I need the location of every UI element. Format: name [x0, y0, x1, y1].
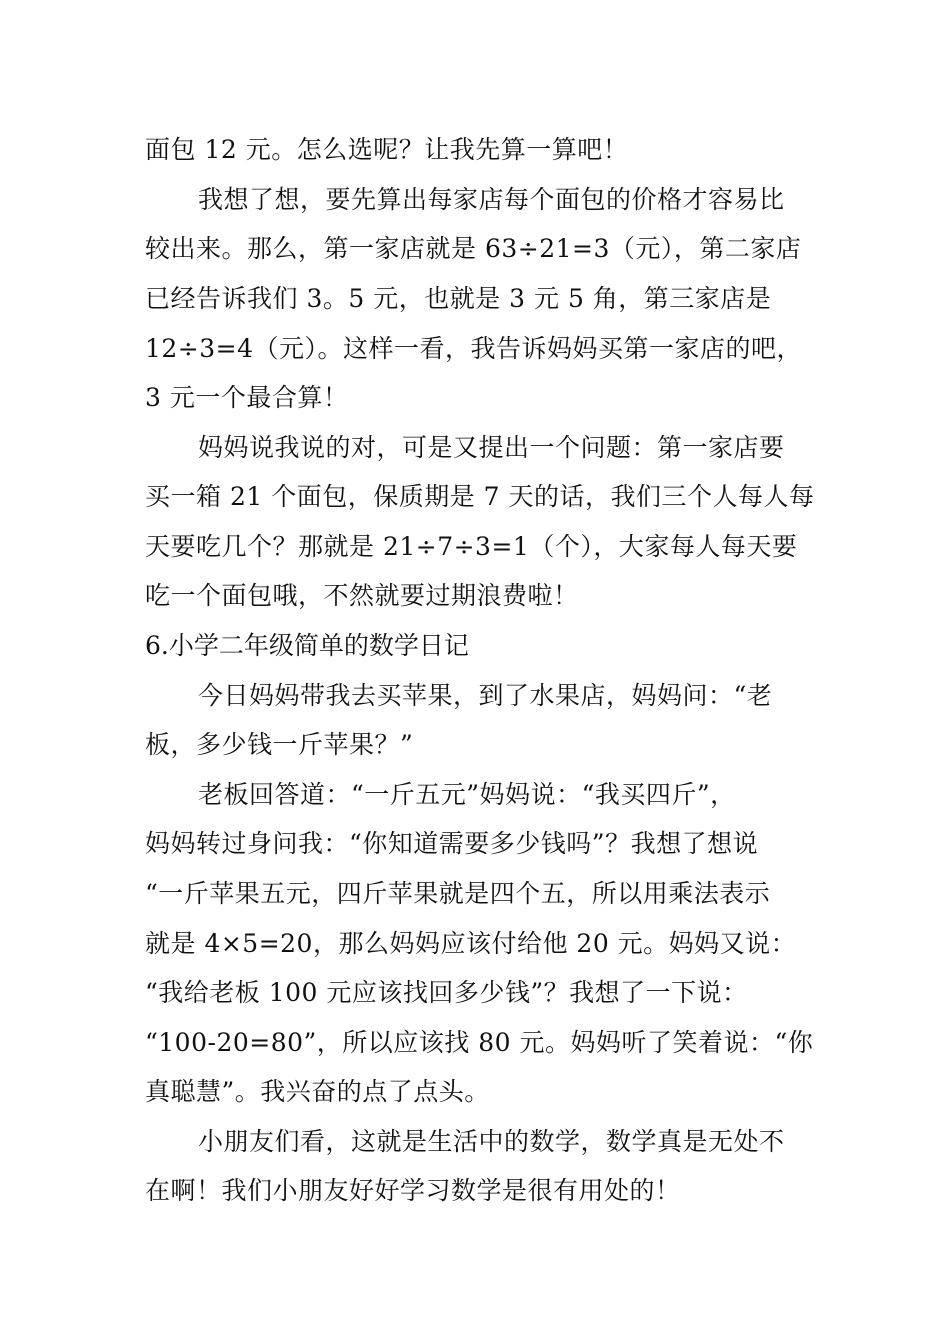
paragraph-line: 已经告诉我们 3。5 元，也就是 3 元 5 角，第三家店是: [145, 284, 772, 313]
paragraph-line: 在啊！我们小朋友好好学习数学是很有用处的！: [145, 1176, 681, 1205]
section-heading: 6.小学二年级简单的数学日记: [145, 631, 469, 660]
paragraph-line: 小朋友们看，这就是生活中的数学，数学真是无处不: [198, 1127, 785, 1156]
paragraph-line: “100-20=80”，所以应该找 80 元。妈妈听了笑着说：“你: [145, 1028, 814, 1057]
paragraph-line: 就是 4×5=20，那么妈妈应该付给他 20 元。妈妈又说：: [145, 929, 797, 958]
paragraph-line: 买一箱 21 个面包，保质期是 7 天的话，我们三个人每人每: [145, 482, 815, 511]
paragraph-line: “一斤苹果五元，四斤苹果就是四个五，所以用乘法表示: [145, 879, 771, 908]
paragraph-line: 我想了想，要先算出每家店每个面包的价格才容易比: [198, 185, 785, 214]
paragraph-line: 板，多少钱一斤苹果？”: [145, 730, 414, 759]
paragraph-line: 天要吃几个？那就是 21÷7÷3=1（个），大家每人每天要: [145, 532, 798, 561]
paragraph-line: 老板回答道：“一斤五元”妈妈说：“我买四斤”，: [198, 780, 736, 809]
paragraph-line: 12÷3=4（元）。这样一看，我告诉妈妈买第一家店的吧，: [145, 334, 803, 363]
paragraph-line: 真聪慧”。我兴奋的点了点头。: [145, 1077, 490, 1106]
paragraph-line: 较出来。那么，第一家店就是 63÷21=3（元），第二家店: [145, 234, 802, 263]
paragraph-line: 面包 12 元。怎么选呢？让我先算一算吧！: [145, 135, 629, 164]
paragraph-line: 妈妈说我说的对，可是又提出一个问题：第一家店要: [198, 433, 785, 462]
paragraph-line: 吃一个面包哦，不然就要过期浪费啦！: [145, 581, 579, 610]
paragraph-line: “我给老板 100 元应该找回多少钱”？我想了一下说：: [145, 978, 748, 1007]
paragraph-line: 妈妈转过身问我：“你知道需要多少钱吗”？我想了想说: [145, 829, 759, 858]
paragraph-line: 3 元一个最合算！: [145, 383, 349, 412]
paragraph-line: 今日妈妈带我去买苹果，到了水果店，妈妈问：“老: [198, 681, 773, 710]
